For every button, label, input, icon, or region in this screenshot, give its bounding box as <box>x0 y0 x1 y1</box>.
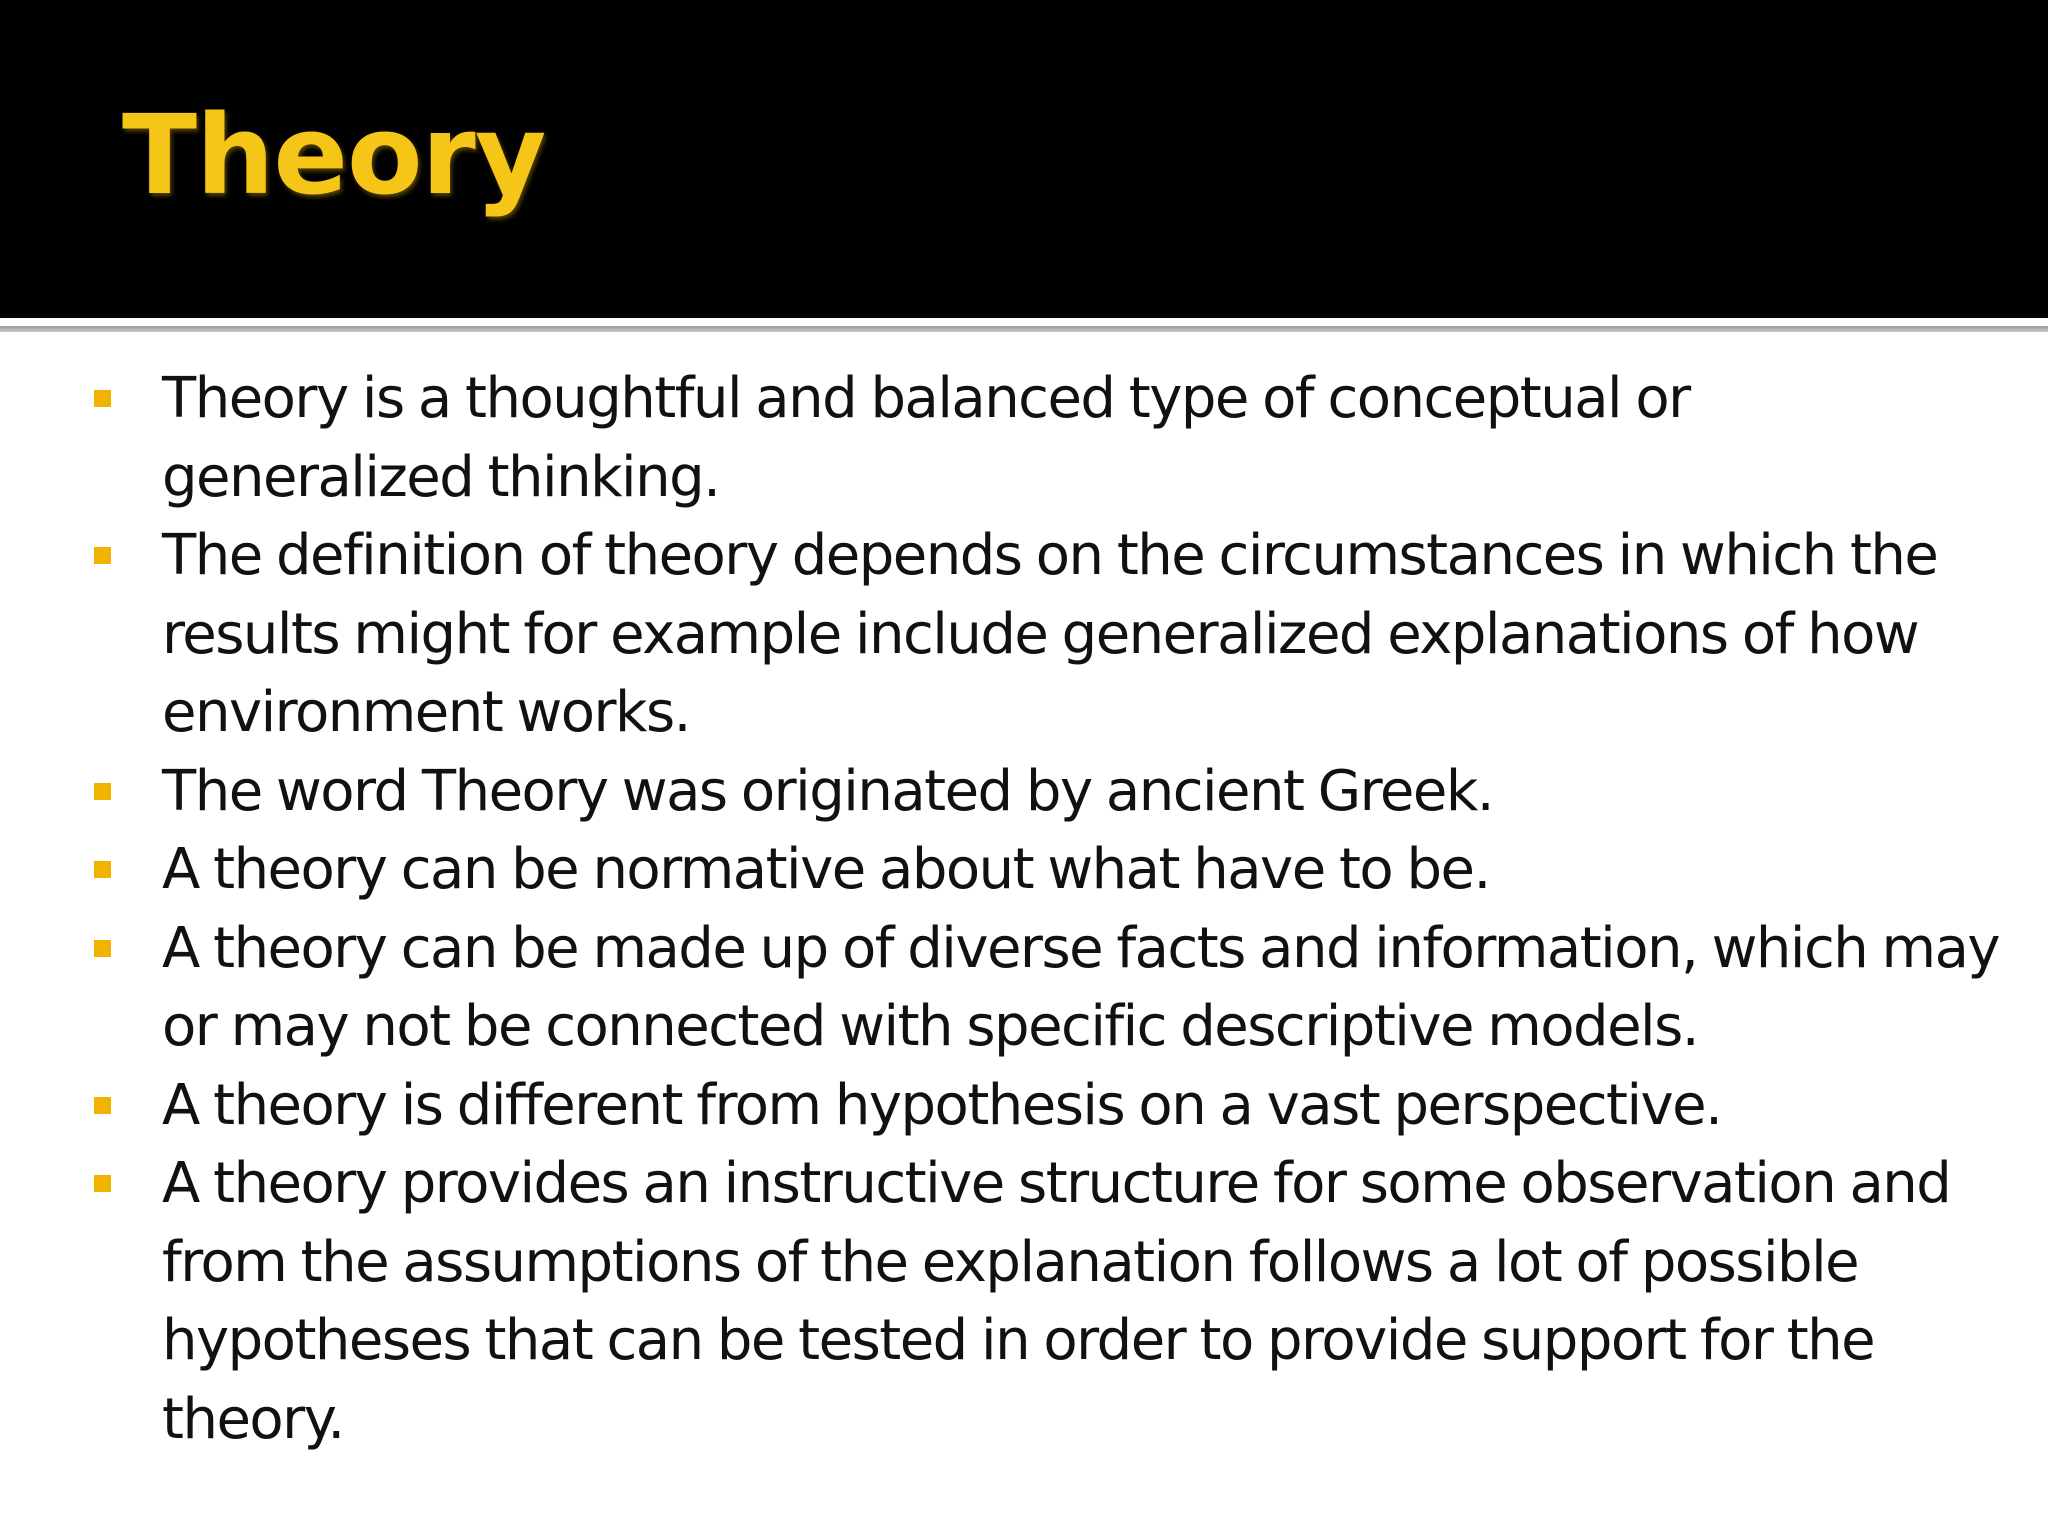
bullet-list <box>0 360 2048 1459</box>
bullet-item <box>0 517 2048 753</box>
square-bullet-icon <box>94 940 111 957</box>
bullet-text: A theory provides an instructive structure for some observation and from the assumptions of the explanation follows a lot of possible hypotheses that can be tested in order to provide support for the theory. <box>162 1151 1951 1452</box>
bullet-item <box>0 753 2048 832</box>
bullet-text: A theory is different from hypothesis on a vast perspective. <box>162 1072 1722 1138</box>
bullet-text: The word Theory was originated by ancient Greek. <box>162 758 1494 824</box>
bullet-item <box>0 831 2048 910</box>
title-divider <box>0 326 2048 332</box>
square-bullet-icon <box>94 547 111 564</box>
title-divider-light <box>0 318 2048 326</box>
bullet-item <box>0 910 2048 1067</box>
bullet-text: The definition of theory depends on the circumstances in which the results might for example include generalized explanations of how environment works. <box>162 523 1938 745</box>
bullet-text: A theory can be made up of diverse facts and information, which may or may not be connected with specific descriptive models. <box>162 915 2000 1059</box>
bullet-text: A theory can be normative about what have to be. <box>162 837 1490 902</box>
bullet-item <box>0 1067 2048 1146</box>
title-bar <box>0 0 2048 318</box>
square-bullet-icon <box>94 783 111 800</box>
square-bullet-icon <box>94 1175 111 1192</box>
bullet-item <box>0 1145 2048 1459</box>
square-bullet-icon <box>94 1097 111 1114</box>
square-bullet-icon <box>94 390 111 407</box>
square-bullet-icon <box>94 861 111 878</box>
bullet-item <box>0 360 2048 517</box>
bullet-text: Theory is a thoughtful and balanced type of conceptual or generalized thinking. <box>162 366 1690 510</box>
slide-title: Theory <box>122 91 546 219</box>
